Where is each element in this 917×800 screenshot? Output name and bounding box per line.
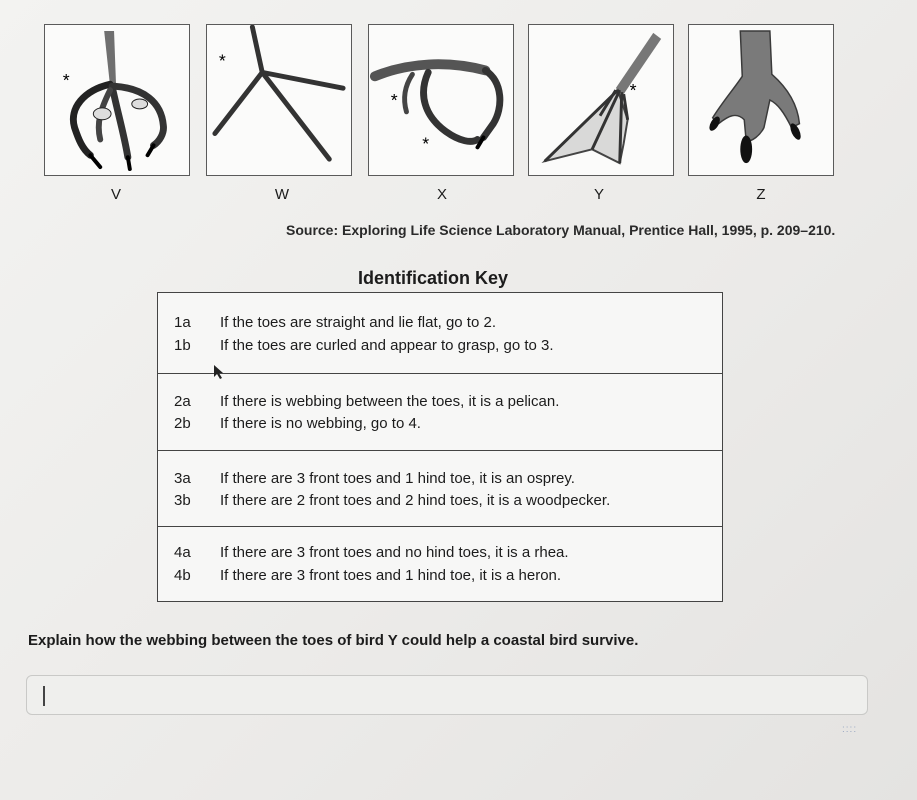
mouse-pointer-icon — [212, 364, 228, 385]
bird-foot-w-image — [206, 24, 352, 176]
question-prompt: Explain how the webbing between the toes of bird Y could help a coastal bird survive. — [28, 632, 639, 649]
key-row — [158, 293, 722, 374]
key-step — [174, 567, 561, 584]
key-step-text: If there are 3 front toes and no hind toes, it is a rhea. — [220, 544, 569, 561]
key-step — [174, 337, 554, 354]
key-step — [174, 470, 575, 487]
key-step-text: If there is webbing between the toes, it is a pelican. — [220, 393, 560, 410]
asterisk-marker: * — [390, 89, 398, 110]
key-row — [158, 373, 722, 451]
key-step-code: 2b — [174, 415, 191, 432]
key-step — [174, 415, 421, 432]
key-step-text: If there is no webbing, go to 4. — [220, 415, 421, 432]
key-step-text: If there are 2 front toes and 2 hind toes, it is a woodpecker. — [220, 492, 611, 509]
resize-handle-icon[interactable]: :::: — [842, 724, 858, 735]
foot-label-v: V — [110, 186, 121, 203]
key-step-code: 3a — [174, 470, 191, 487]
key-step-code: 4a — [174, 544, 191, 561]
foot-label-z: Z — [756, 186, 766, 203]
key-row — [158, 526, 722, 601]
bird-foot-x-image — [368, 24, 514, 176]
key-row — [158, 450, 722, 527]
key-step — [174, 492, 610, 509]
bird-foot-y-image — [528, 24, 674, 176]
identification-key-title: Identification Key — [358, 268, 509, 288]
foot-label-y: Y — [593, 186, 604, 203]
foot-label-x: X — [436, 186, 447, 203]
asterisk-marker: * — [218, 50, 226, 71]
asterisk-marker: * — [629, 80, 637, 101]
key-step-text: If the toes are straight and lie flat, go to 2. — [220, 314, 496, 331]
bird-foot-v-image — [44, 24, 190, 176]
asterisk-marker: * — [62, 70, 70, 91]
key-step-code: 3b — [174, 492, 191, 509]
key-step — [174, 393, 559, 410]
key-step — [174, 314, 496, 331]
bird-foot-z-image — [688, 24, 834, 176]
key-step-text: If there are 3 front toes and 1 hind toe, it is an osprey. — [220, 470, 575, 487]
foot-label-w: W — [274, 186, 290, 203]
text-caret — [43, 686, 45, 706]
identification-key-table — [157, 292, 723, 602]
key-step-code: 4b — [174, 567, 191, 584]
key-step-code: 1b — [174, 337, 191, 354]
key-step-text: If the toes are curled and appear to grasp, go to 3. — [220, 337, 554, 354]
key-step-code: 2a — [174, 393, 191, 410]
key-step-code: 1a — [174, 314, 191, 331]
answer-input[interactable] — [26, 675, 868, 715]
asterisk-marker: * — [422, 133, 430, 154]
source-citation: Source: Exploring Life Science Laboratory Manual, Prentice Hall, 1995, p. 209–210. — [286, 222, 836, 238]
key-step-text: If there are 3 front toes and 1 hind toe, it is a heron. — [220, 567, 562, 584]
key-step — [174, 544, 569, 561]
